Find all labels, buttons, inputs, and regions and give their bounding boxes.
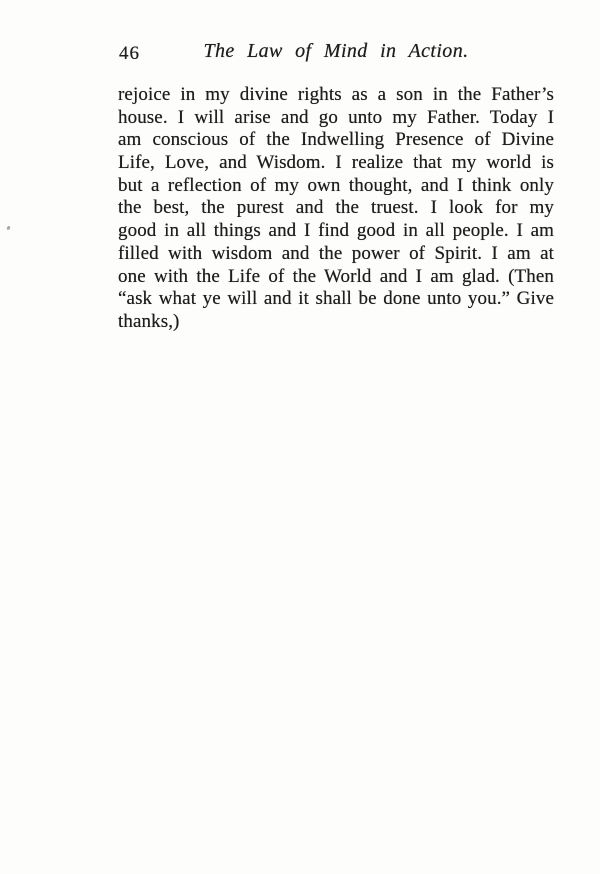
text-line: Life, Love, and Wisdom. I realize that my world is [118,152,554,174]
scan-speck [6,226,10,231]
text-line: filled with wisdom and the power of Spirit. I am at [118,242,554,264]
text-line: good in all things and I find good in all people. I am [118,220,554,242]
running-title: The Law of Mind in Action. [203,40,469,62]
page-header [118,40,554,68]
text-line: one with the Life of the World and I am glad. (Then [118,265,554,287]
text-line: but a reflection of my own thought, and I think only [118,174,554,196]
text-line: thanks,) [118,310,180,332]
paragraph [118,84,554,334]
text-line: am conscious of the Indwelling Presence of Divine [118,129,554,151]
text-line: the best, the purest and the truest. I look for my [118,197,554,219]
text-line: “ask what ye will and it shall be done unto you.” Give [118,288,554,310]
page-number: 46 [119,43,140,64]
text-line: rejoice in my divine rights as a son in the Father’s [118,84,554,105]
text-line: house. I will arise and go unto my Father. Today I [118,106,554,128]
